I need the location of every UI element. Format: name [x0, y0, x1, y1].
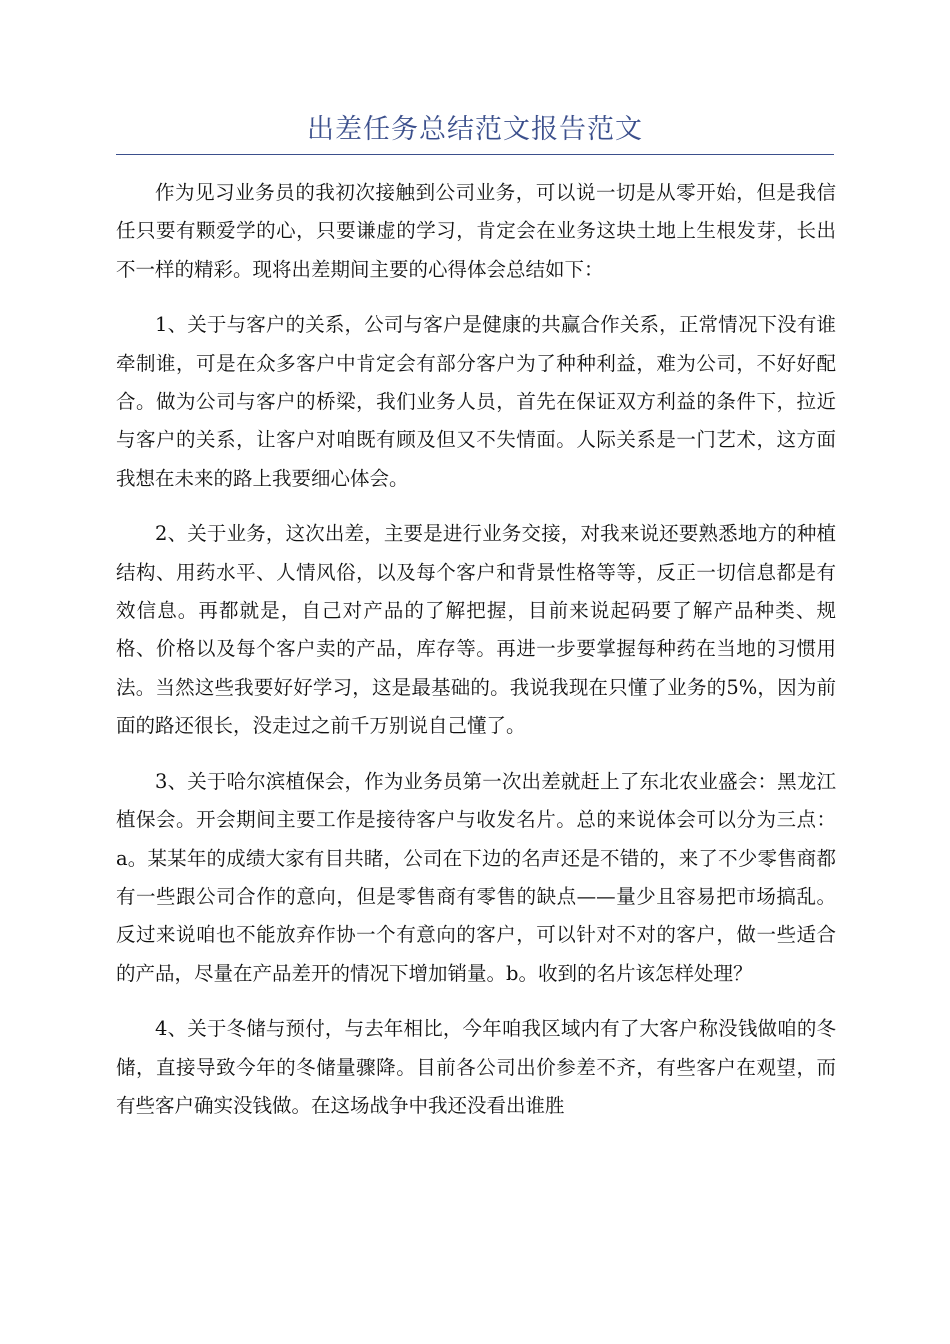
document-title: 出差任务总结范文报告范文 — [307, 114, 643, 145]
paragraph-2-business: 2、关于业务，这次出差，主要是进行业务交接，对我来说还要熟悉地方的种植结构、用药水平、人情风俗，以及每个客户和背景性格等等，反正一切信息都是有效信息。再都就是，自己对产品的了解把握，目前来说起码要了解产品种类、规格、价格以及每个客户卖的产品，库存等。再进一步要掌握每种药在当地的习惯用法。当然这些我要好好学习，这是最基础的。我说我现在只懂了业务的5%，因为前面的路还很长，没走过之前千万别说自己懂了。 — [116, 522, 836, 738]
paragraph-4-winter-storage: 4、关于冬储与预付，与去年相比，今年咱我区域内有了大客户称没钱做咱的冬储，直接导致今年的冬储量骤降。目前各公司出价参差不齐，有些客户在观望，而有些客户确实没钱做。在这场战争中我还没看出谁胜 — [116, 1017, 836, 1117]
document-body — [116, 174, 836, 1142]
paragraph-1-customer-relations: 1、关于与客户的关系，公司与客户是健康的共赢合作关系，正常情况下没有谁牵制谁，可是在众多客户中肯定会有部分客户为了种种利益，难为公司，不好好配合。做为公司与客户的桥梁，我们业务人员，首先在保证双方利益的条件下，拉近与客户的关系，让客户对咱既有顾及但又不失情面。人际关系是一门艺术，这方面我想在未来的路上我要细心体会。 — [116, 313, 836, 490]
paragraph-intro: 作为见习业务员的我初次接触到公司业务，可以说一切是从零开始，但是我信任只要有颗爱学的心，只要谦虚的学习，肯定会在业务这块土地上生根发芽，长出不一样的精彩。现将出差期间主要的心得体会总结如下： — [116, 181, 836, 281]
title-underline — [116, 154, 834, 155]
paragraph-3-harbin-conference: 3、关于哈尔滨植保会，作为业务员第一次出差就赶上了东北农业盛会：黑龙江植保会。开会期间主要工作是接待客户与收发名片。总的来说体会可以分为三点：a。某某年的成绩大家有目共睹，公司在下边的名声还是不错的，来了不少零售商都有一些跟公司合作的意向，但是零售商有零售的缺点——量少且容易把市场搞乱。反过来说咱也不能放弃作协一个有意向的客户，可以针对不对的客户，做一些适合的产品，尽量在产品差开的情况下增加销量。b。收到的名片该怎样处理？ — [116, 769, 836, 985]
